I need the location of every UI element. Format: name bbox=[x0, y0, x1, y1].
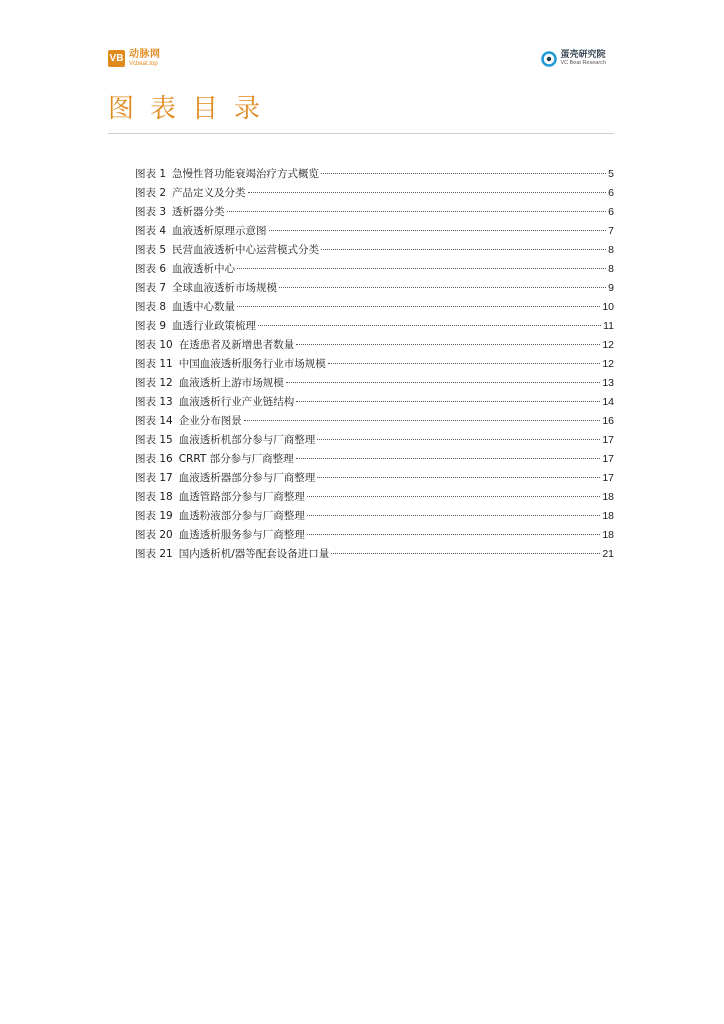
figure-list-item[interactable] bbox=[135, 318, 614, 337]
figure-page-number: 18 bbox=[602, 510, 614, 522]
figure-list-item[interactable] bbox=[135, 223, 614, 242]
figure-number: 图表 20 bbox=[135, 529, 173, 541]
title-divider bbox=[108, 133, 614, 134]
figure-title: 血透透析服务参与厂商整理 bbox=[178, 529, 305, 541]
figure-number: 图表 3 bbox=[135, 206, 167, 218]
figure-page-number: 13 bbox=[602, 377, 614, 389]
figure-title: 民营血液透析中心运营模式分类 bbox=[172, 244, 320, 256]
figure-title: 急慢性肾功能衰竭治疗方式概览 bbox=[172, 168, 320, 180]
dot-leader bbox=[331, 553, 600, 554]
vcbeat-logo-cn: 动脉网 bbox=[129, 49, 161, 60]
page-title: 图表目录 bbox=[108, 94, 277, 124]
figure-number: 图表 10 bbox=[135, 339, 173, 351]
vcbeat-research-logo bbox=[541, 51, 606, 67]
figure-title: 国内透析机/器等配套设备进口量 bbox=[178, 548, 330, 560]
figure-number: 图表 9 bbox=[135, 320, 167, 332]
figure-list-item[interactable] bbox=[135, 413, 614, 432]
vcbeat-logo bbox=[108, 50, 161, 67]
dot-leader bbox=[321, 249, 606, 250]
figure-list-item[interactable] bbox=[135, 508, 614, 527]
figure-list-item[interactable] bbox=[135, 375, 614, 394]
figure-page-number: 8 bbox=[608, 244, 614, 256]
figure-list-item[interactable] bbox=[135, 261, 614, 280]
figure-list-item[interactable] bbox=[135, 546, 614, 565]
figure-number: 图表 13 bbox=[135, 396, 173, 408]
figure-list-item[interactable] bbox=[135, 242, 614, 261]
vcbeat-research-logo-en: VC Beat Research bbox=[560, 60, 606, 67]
figure-number: 图表 18 bbox=[135, 491, 173, 503]
figure-number: 图表 2 bbox=[135, 187, 167, 199]
figure-page-number: 8 bbox=[608, 263, 614, 275]
vcbeat-logo-mark: VB bbox=[108, 50, 125, 67]
figure-list-item[interactable] bbox=[135, 356, 614, 375]
figure-title: 透析器分类 bbox=[172, 206, 225, 218]
figure-number: 图表 12 bbox=[135, 377, 173, 389]
figure-list-item[interactable] bbox=[135, 394, 614, 413]
figure-page-number: 14 bbox=[602, 396, 614, 408]
figure-page-number: 18 bbox=[602, 529, 614, 541]
figure-page-number: 17 bbox=[602, 453, 614, 465]
dot-leader bbox=[244, 420, 601, 421]
figure-title: 产品定义及分类 bbox=[172, 187, 246, 199]
figure-title: 血液透析原理示意图 bbox=[172, 225, 267, 237]
figure-list-item[interactable] bbox=[135, 451, 614, 470]
figure-list-item[interactable] bbox=[135, 470, 614, 489]
dot-leader bbox=[296, 401, 600, 402]
figure-list-item[interactable] bbox=[135, 432, 614, 451]
figure-number: 图表 5 bbox=[135, 244, 167, 256]
figure-number: 图表 8 bbox=[135, 301, 167, 313]
figure-page-number: 7 bbox=[608, 225, 614, 237]
dot-leader bbox=[269, 230, 607, 231]
figure-page-number: 17 bbox=[602, 434, 614, 446]
figure-number: 图表 4 bbox=[135, 225, 167, 237]
figure-page-number: 10 bbox=[602, 301, 614, 313]
figure-list-item[interactable] bbox=[135, 280, 614, 299]
dot-leader bbox=[321, 173, 606, 174]
dot-leader bbox=[279, 287, 606, 288]
dot-leader bbox=[237, 268, 606, 269]
figure-number: 图表 17 bbox=[135, 472, 173, 484]
dot-leader bbox=[328, 363, 601, 364]
figure-title: 血透管路部分参与厂商整理 bbox=[178, 491, 305, 503]
figure-title: 血液透析行业产业链结构 bbox=[178, 396, 295, 408]
figure-list bbox=[135, 166, 614, 565]
figure-title: 中国血液透析服务行业市场规模 bbox=[178, 358, 326, 370]
figure-title: 血液透析机部分参与厂商整理 bbox=[178, 434, 316, 446]
figure-number: 图表 11 bbox=[135, 358, 173, 370]
dot-leader bbox=[258, 325, 601, 326]
figure-list-item[interactable] bbox=[135, 489, 614, 508]
figure-page-number: 5 bbox=[608, 168, 614, 180]
dot-leader bbox=[317, 439, 600, 440]
figure-list-item[interactable] bbox=[135, 527, 614, 546]
figure-title: 血透中心数量 bbox=[172, 301, 236, 313]
figure-title: 在透患者及新增患者数量 bbox=[178, 339, 295, 351]
figure-title: 血透行业政策梳理 bbox=[172, 320, 257, 332]
figure-title: 血液透析器部分参与厂商整理 bbox=[178, 472, 316, 484]
figure-title: 企业分布图景 bbox=[178, 415, 242, 427]
figure-page-number: 6 bbox=[608, 206, 614, 218]
figure-number: 图表 6 bbox=[135, 263, 167, 275]
figure-list-item[interactable] bbox=[135, 204, 614, 223]
vcbeat-logo-en: Vcbeat.top bbox=[129, 61, 158, 67]
figure-page-number: 12 bbox=[602, 339, 614, 351]
dot-leader bbox=[307, 515, 601, 516]
page-header bbox=[108, 50, 606, 72]
figure-list-item[interactable] bbox=[135, 299, 614, 318]
figure-title: 血透粉液部分参与厂商整理 bbox=[178, 510, 305, 522]
figure-title: 血液透析上游市场规模 bbox=[178, 377, 284, 389]
figure-number: 图表 14 bbox=[135, 415, 173, 427]
figure-title: 全球血液透析市场规模 bbox=[172, 282, 278, 294]
egg-icon bbox=[541, 51, 557, 67]
figure-title: 血液透析中心 bbox=[172, 263, 236, 275]
dot-leader bbox=[296, 458, 601, 459]
figure-number: 图表 1 bbox=[135, 168, 167, 180]
dot-leader bbox=[227, 211, 607, 212]
figure-page-number: 6 bbox=[608, 187, 614, 199]
figure-number: 图表 15 bbox=[135, 434, 173, 446]
figure-page-number: 11 bbox=[603, 320, 614, 332]
dot-leader bbox=[248, 192, 607, 193]
figure-page-number: 12 bbox=[602, 358, 614, 370]
figure-page-number: 16 bbox=[602, 415, 614, 427]
figure-number: 图表 7 bbox=[135, 282, 167, 294]
dot-leader bbox=[237, 306, 600, 307]
figure-number: 图表 16 bbox=[135, 453, 173, 465]
dot-leader bbox=[317, 477, 600, 478]
figure-page-number: 21 bbox=[602, 548, 614, 560]
figure-number: 图表 21 bbox=[135, 548, 173, 560]
figure-page-number: 9 bbox=[608, 282, 614, 294]
dot-leader bbox=[286, 382, 601, 383]
dot-leader bbox=[307, 534, 601, 535]
dot-leader bbox=[307, 496, 601, 497]
vcbeat-research-logo-cn: 蛋壳研究院 bbox=[560, 50, 606, 61]
figure-list-item[interactable] bbox=[135, 166, 614, 185]
figure-list-item[interactable] bbox=[135, 337, 614, 356]
dot-leader bbox=[296, 344, 600, 345]
figure-number: 图表 19 bbox=[135, 510, 173, 522]
figure-title: CRRT 部分参与厂商整理 bbox=[178, 453, 294, 465]
figure-page-number: 17 bbox=[602, 472, 614, 484]
figure-list-item[interactable] bbox=[135, 185, 614, 204]
figure-page-number: 18 bbox=[602, 491, 614, 503]
